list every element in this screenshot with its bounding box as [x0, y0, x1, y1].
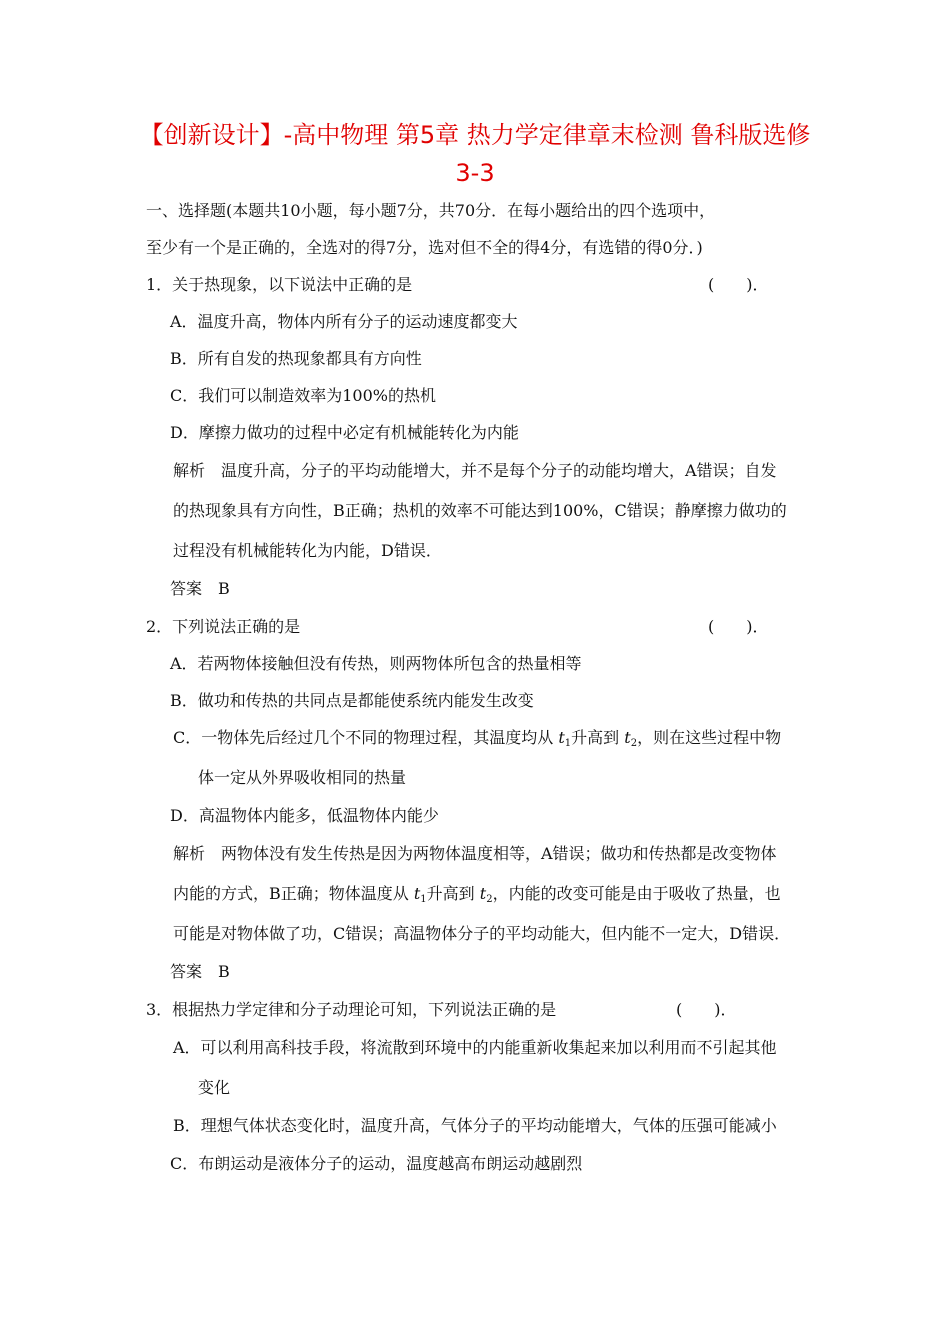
q1-option-c: C．我们可以制造效率为100%的热机 [170, 386, 436, 405]
q3-option-b: B．理想气体状态变化时，温度升高，气体分子的平均动能增大，气体的压强可能减小 [173, 1116, 777, 1135]
section-heading: 一、选择题(本题共10小题，每小题7分，共70分．在每小题给出的四个选项中， [146, 201, 716, 220]
q3-stem: 3．根据热力学定律和分子动理论可知，下列说法正确的是 [146, 1000, 557, 1019]
q3-option-a-continued: 变化 [198, 1078, 231, 1097]
q2-option-d: D．高温物体内能多，低温物体内能少 [170, 806, 439, 825]
q1-analysis-line1: 解析 温度升高，分子的平均动能增大，并不是每个分子的动能均增大，A错误；自发 [173, 461, 777, 480]
q1-answer: 答案 B [170, 579, 230, 598]
q3-option-a: A．可以利用高科技手段，将流散到环境中的内能重新收集起来加以利用而不引起其他 [173, 1038, 777, 1057]
q2-analysis-line3: 可能是对物体做了功，C错误；高温物体分子的平均动能大，但内能不一定大，D错误． [173, 924, 791, 943]
q3-answer-blank: ( )． [676, 1000, 737, 1019]
q1-analysis-line3: 过程没有机械能转化为内能，D错误． [173, 541, 442, 560]
q2-option-b: B．做功和传热的共同点是都能使系统内能发生改变 [170, 691, 534, 710]
q2-stem: 2．下列说法正确的是 [146, 617, 301, 636]
q2-option-c-continued: 体一定从外界吸收相同的热量 [198, 768, 407, 787]
q2-analysis-line1: 解析 两物体没有发生传热是因为两物体温度相等，A错误；做功和传热都是改变物体 [173, 844, 777, 863]
document-title-line1: 【创新设计】-高中物理 第5章 热力学定律章末检测 鲁科版选修 [139, 121, 811, 149]
q2-answer-blank: ( )． [708, 617, 769, 636]
section-instructions: 至少有一个是正确的，全选对的得7分，选对但不全的得4分，有选错的得0分．) [146, 238, 703, 257]
q1-option-a: A．温度升高，物体内所有分子的运动速度都变大 [170, 312, 518, 331]
document-title-line2: 3-3 [455, 159, 495, 187]
q2-answer: 答案 B [170, 962, 230, 981]
q1-analysis-line2: 的热现象具有方向性，B正确；热机的效率不可能达到100%，C错误；静摩擦力做功的 [173, 501, 787, 520]
q2-analysis-line2: 内能的方式，B正确；物体温度从 $t_1$升高到 $t_2$，内能的改变可能是由于吸收了热量，也 [173, 884, 781, 905]
q1-answer-blank: ( )． [708, 275, 769, 294]
q2-option-c: C．一物体先后经过几个不同的物理过程，其温度均从 $t_1$升高到 $t_2$，则在这些过程中物 [173, 728, 782, 749]
q1-option-d: D．摩擦力做功的过程中必定有机械能转化为内能 [170, 423, 519, 442]
q3-option-c: C．布朗运动是液体分子的运动，温度越高布朗运动越剧烈 [170, 1154, 583, 1173]
q2-option-a: A．若两物体接触但没有传热，则两物体所包含的热量相等 [170, 654, 582, 673]
q1-stem: 1．关于热现象，以下说法中正确的是 [146, 275, 413, 294]
q1-option-b: B．所有自发的热现象都具有方向性 [170, 349, 422, 368]
